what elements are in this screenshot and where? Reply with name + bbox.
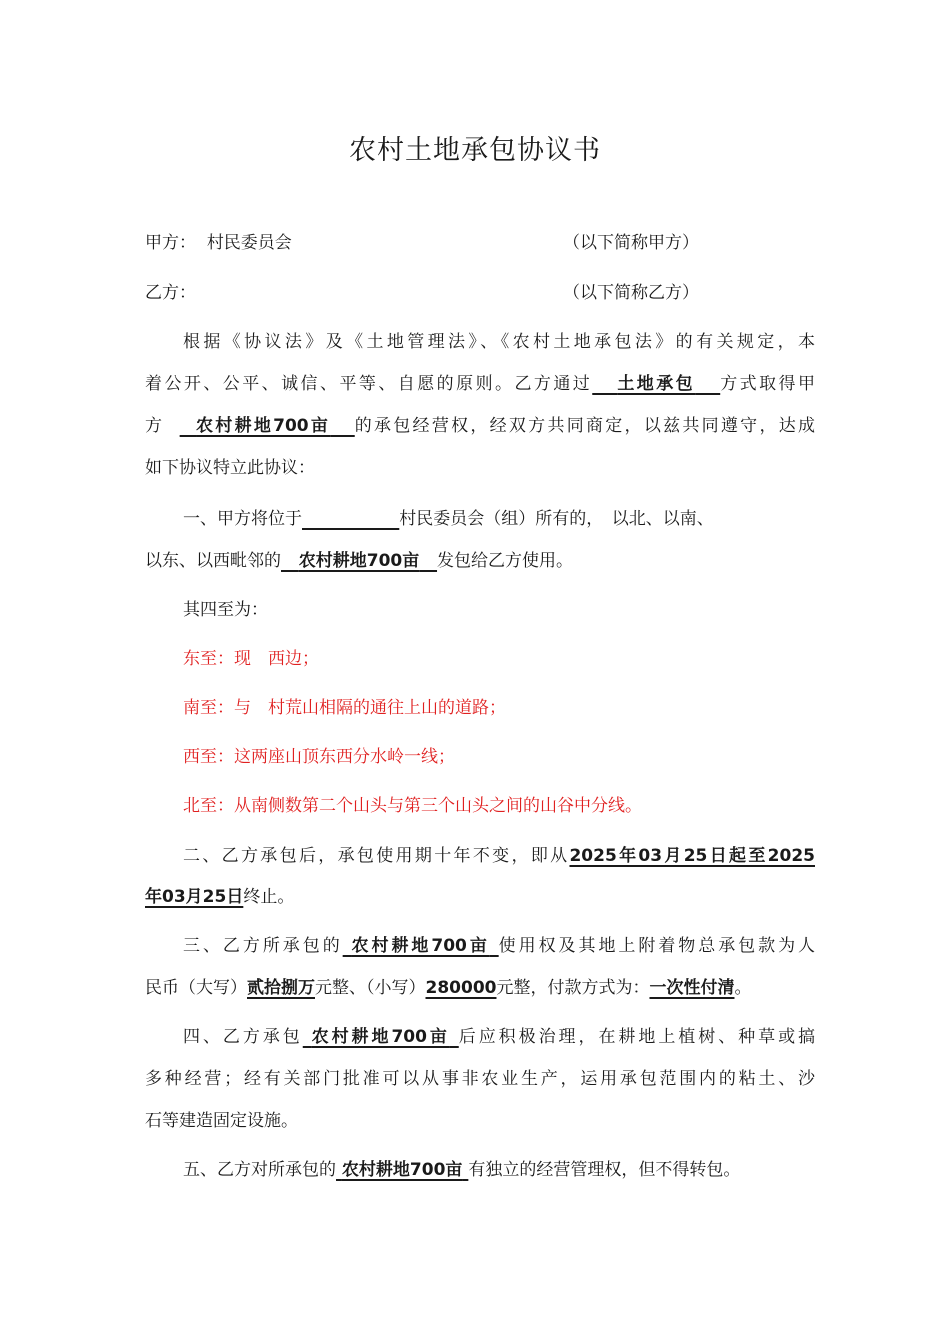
intro-line-1: 根据《协议法》及《土地管理法》、《农村土地承包法》的有关规定，本 bbox=[183, 332, 815, 352]
amount-figures: 280000 bbox=[425, 978, 497, 998]
term-end: 年03月25日 bbox=[145, 887, 244, 907]
clause-2-line-1: 二、乙方承包后，承包使用期十年不变，即从2025年03月25日起至2025 bbox=[183, 846, 815, 866]
land-description: 农村耕地700亩 bbox=[311, 1027, 450, 1047]
party-a-note: （以下简称甲方） bbox=[563, 233, 699, 253]
intro-line-4: 如下协议特立此协议： bbox=[145, 458, 315, 478]
clause-5-line-1: 五、乙方对所承包的 农村耕地700亩 有独立的经营管理权，但不得转包。 bbox=[183, 1160, 741, 1180]
intro-line-2: 着公开、公平、诚信、平等、自愿的原则。乙方通过 土地承包 方式取得甲 bbox=[145, 374, 815, 394]
village-blank bbox=[302, 509, 399, 529]
party-a-name: 村民委员会 bbox=[206, 233, 292, 253]
clause-2-line-2: 年03月25日终止。 bbox=[145, 887, 295, 907]
clause-1-line-2: 以东、以西毗邻的 农村耕地700亩 发包给乙方使用。 bbox=[145, 551, 574, 571]
clause-3-line-2: 民币（大写）贰拾捌万元整、（小写）280000元整，付款方式为：一次性付清。 bbox=[145, 978, 752, 998]
land-description: 农村耕地700亩 bbox=[298, 551, 420, 571]
clause-1-line-1: 一、甲方将位于 村民委员会（组）所有的， 以北、以南、 bbox=[183, 509, 714, 529]
document-title: 农村土地承包协议书 bbox=[349, 135, 601, 166]
clause-3-line-1: 三、乙方所承包的 农村耕地700亩 使用权及其地上附着物总承包款为人 bbox=[183, 936, 816, 956]
amount-words: 贰拾捌万 bbox=[247, 978, 315, 998]
clause-4-line-1: 四、乙方承包 农村耕地700亩 后应积极治理，在耕地上植树、种草或搞 bbox=[183, 1027, 816, 1047]
land-description: 农村耕地700亩 bbox=[196, 416, 331, 436]
boundary-south: 南至：与 村荒山相隔的通往上山的道路； bbox=[183, 698, 506, 718]
term-start: 2025年03月25日起至2025 bbox=[569, 846, 815, 866]
land-description: 农村耕地700亩 bbox=[341, 1160, 463, 1180]
boundary-west: 西至：这两座山顶东西分水岭一线； bbox=[183, 747, 455, 767]
clause-4-line-3: 石等建造固定设施。 bbox=[145, 1111, 298, 1131]
party-b-label: 乙方： bbox=[145, 283, 196, 303]
intro-line-3: 方 农村耕地700亩 的承包经营权，经双方共同商定，以兹共同遵守，达成 bbox=[145, 416, 815, 436]
boundary-north: 北至：从南侧数第二个山头与第三个山头之间的山谷中分线。 bbox=[183, 796, 642, 816]
party-b-note: （以下简称乙方） bbox=[563, 283, 699, 303]
contract-method: 土地承包 bbox=[617, 374, 696, 394]
boundary-east: 东至：现 西边； bbox=[183, 649, 319, 669]
party-b-line bbox=[145, 282, 815, 304]
party-a-line bbox=[145, 232, 815, 254]
payment-method: 一次性付清 bbox=[649, 978, 735, 998]
boundary-title: 其四至为： bbox=[183, 600, 268, 620]
party-a-label: 甲方： bbox=[145, 233, 196, 253]
clause-4-line-2: 多种经营；经有关部门批准可以从事非农业生产，运用承包范围内的粘土、沙 bbox=[145, 1069, 815, 1089]
land-description: 农村耕地700亩 bbox=[351, 936, 490, 956]
